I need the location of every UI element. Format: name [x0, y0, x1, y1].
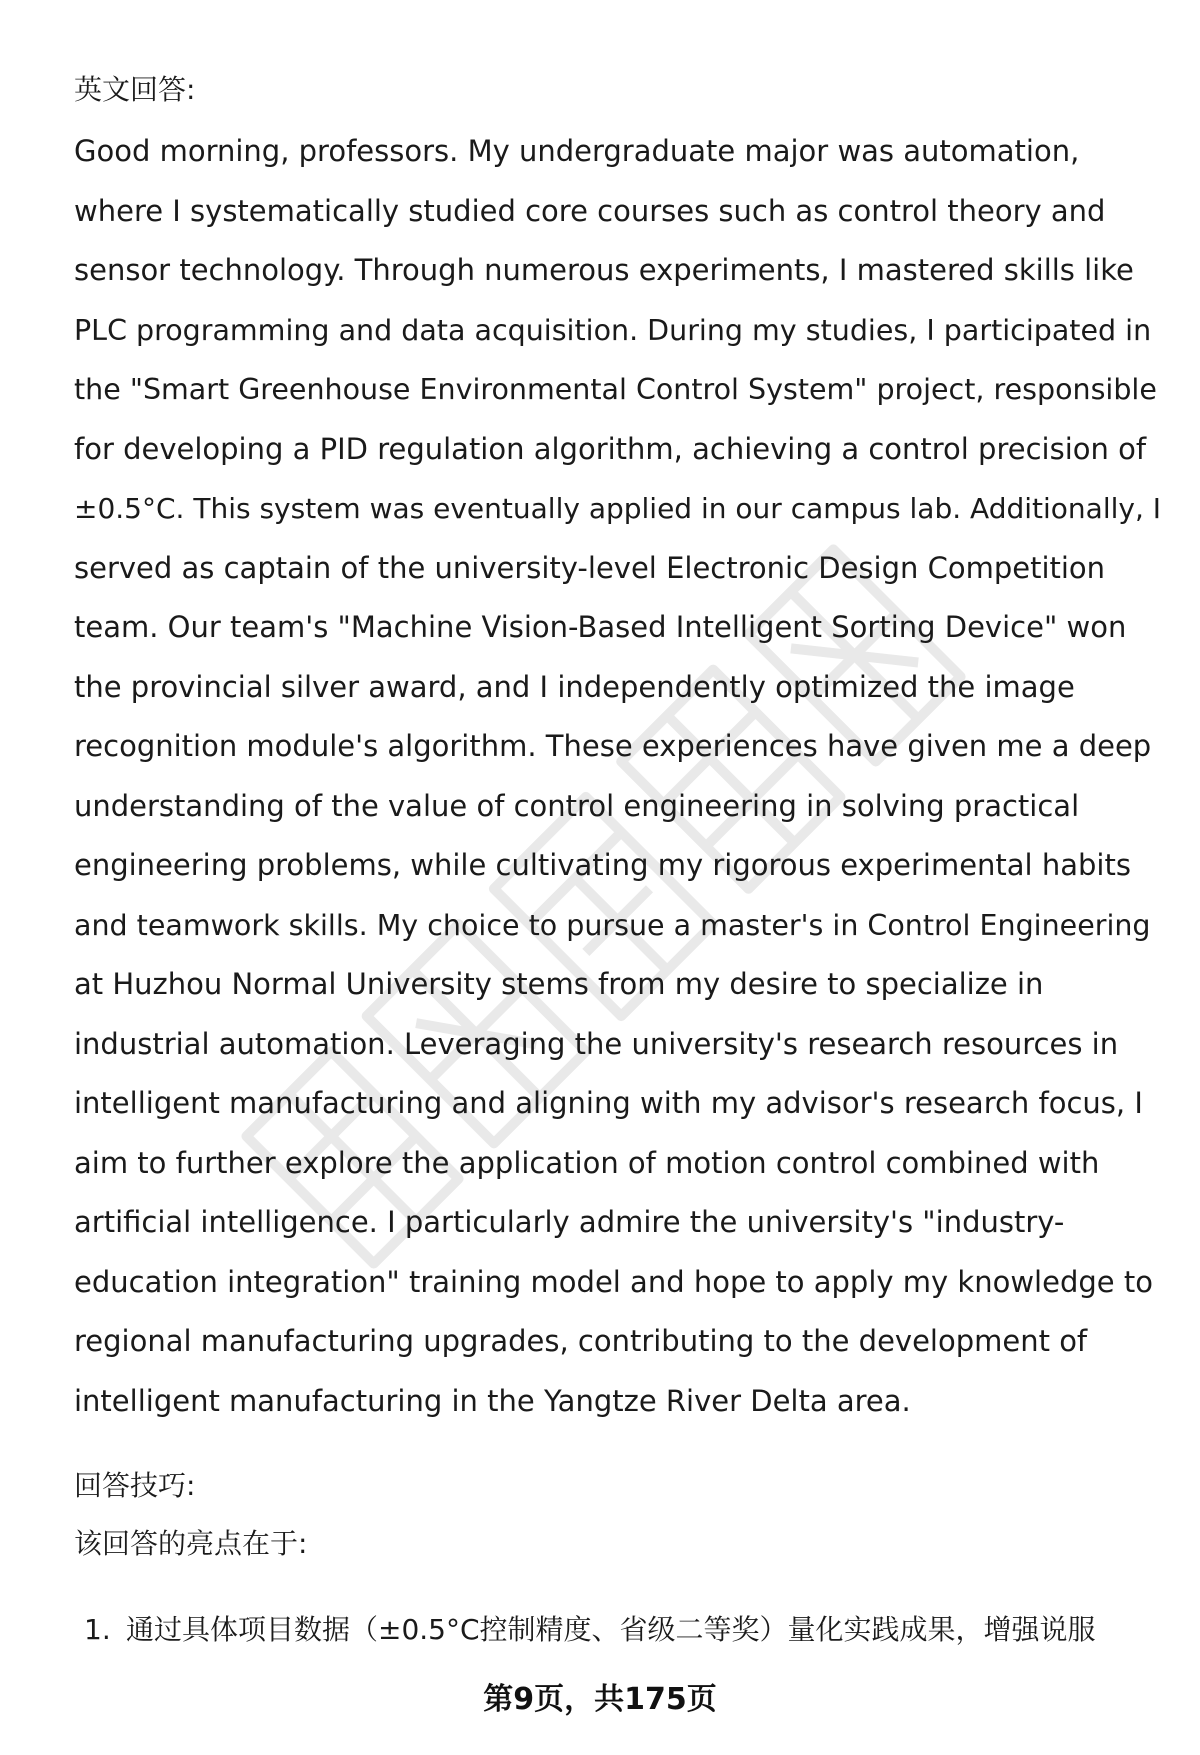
- answer-tips-heading: 回答技巧:: [74, 1469, 196, 1502]
- answer-line: recognition module's algorithm. These experiences have given me a deep: [74, 729, 1152, 763]
- answer-line: sensor technology. Through numerous experiments, I mastered skills like: [74, 253, 1134, 287]
- list-number: 1.: [84, 1613, 111, 1646]
- answer-line: the provincial silver award, and I independently optimized the image: [74, 669, 1075, 704]
- highlight-list-item: [84, 1610, 1096, 1650]
- answer-line: education integration" training model and hope to apply my knowledge to: [74, 1264, 1153, 1299]
- answer-line: industrial automation. Leveraging the university's research resources in: [74, 1026, 1119, 1061]
- answer-line: and teamwork skills. My choice to pursue a master's in Control Engineering: [74, 908, 1151, 942]
- answer-line: the "Smart Greenhouse Environmental Control System" project, responsible: [74, 373, 1157, 406]
- highlights-intro: 该回答的亮点在于:: [74, 1527, 308, 1560]
- answer-line: intelligent manufacturing in the Yangtze River Delta area.: [74, 1383, 911, 1418]
- answer-line: artificial intelligence. I particularly admire the university's "industry-: [74, 1205, 1065, 1239]
- english-answer-heading: 英文回答:: [74, 73, 196, 106]
- answer-line: PLC programming and data acquisition. During my studies, I participated in: [74, 313, 1152, 347]
- answer-line: regional manufacturing upgrades, contributing to the development of: [74, 1324, 1088, 1358]
- english-answer-body: [74, 122, 1164, 1431]
- answer-line: engineering problems, while cultivating my rigorous experimental habits: [74, 848, 1131, 882]
- answer-line: at Huzhou Normal University stems from my desire to specialize in: [74, 967, 1044, 1001]
- answer-line: team. Our team's "Machine Vision-Based Intelligent Sorting Device" won: [74, 610, 1127, 644]
- list-item-text: 通过具体项目数据（±0.5°C控制精度、省级二等奖）量化实践成果，增强说服: [126, 1613, 1096, 1646]
- answer-line: where I systematically studied core courses such as control theory and: [74, 193, 1106, 228]
- answer-line: Good morning, professors. My undergraduate major was automation,: [74, 134, 1080, 168]
- page-number-footer: 第9页，共175页: [483, 1682, 717, 1717]
- answer-line: aim to further explore the application of motion control combined with: [74, 1145, 1100, 1180]
- answer-line: served as captain of the university-level Electronic Design Competition: [74, 550, 1106, 585]
- answer-line: intelligent manufacturing and aligning with my advisor's research focus, I: [74, 1086, 1143, 1120]
- answer-line: for developing a PID regulation algorithm, achieving a control precision of: [74, 431, 1147, 466]
- answer-line: understanding of the value of control engineering in solving practical: [74, 788, 1080, 823]
- answer-line: ±0.5°C. This system was eventually applied in our campus lab. Additionally, I: [74, 492, 1162, 525]
